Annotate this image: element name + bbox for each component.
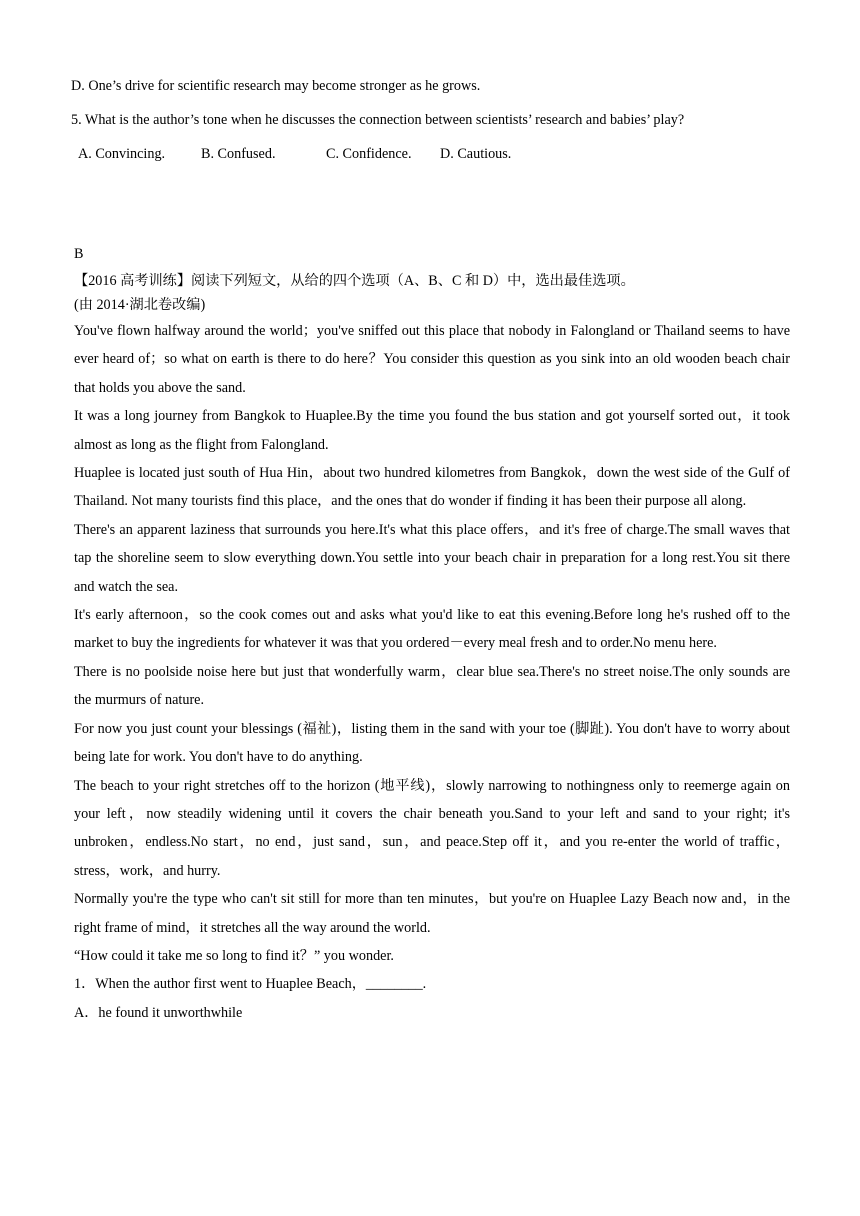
passage-paragraph: There's an apparent laziness that surrounds you here.It's what this place offers，and it's free of charge.The small waves that tap the shoreline seem to slow everything down.You settle into your beach chair in preparation for a long rest.You sit there and watch the sea. [74, 521, 790, 595]
section-letter: B [74, 246, 84, 262]
passage-paragraph: The beach to your right stretches off to the horizon (地平线)，slowly narrowing to nothingness only to reemerge again on your left，now steadily widening until it covers the chair beneath you.Sand to your left and sand to your right; it's unbroken，endless.No start，no end，just sand，sun，and peace.Step off it，and you re-enter the world of traffic，stress，work，and hurry. [74, 777, 790, 879]
passage-paragraph: It was a long journey from Bangkok to Huaplee.By the time you found the bus station and got yourself sorted out，it took almost as long as the flight from Falongland. [74, 408, 790, 453]
previous-questions [71, 76, 791, 164]
passage-paragraph: There is no poolside noise here but just that wonderfully warm，clear blue sea.There's no street noise.The only sounds are the murmurs of nature. [74, 663, 790, 709]
passage-paragraph: For now you just count your blessings (福祉)，listing them in the sand with your toe (脚趾). You don't have to worry about being late for work. You don't have to do anything. [74, 720, 790, 766]
passage-paragraph: Huaplee is located just south of Hua Hin，about two hundred kilometres from Bangkok，down the west side of the Gulf of Thailand. Not many tourists find this place，and the ones that do wonder if finding it has been their purpose all along. [74, 465, 790, 510]
option-d: D. Cautious. [440, 146, 512, 162]
option-b: B. Confused. [201, 146, 276, 162]
option-c: C. Confidence. [326, 146, 412, 162]
passage [74, 317, 790, 970]
section-instruction: 【2016 高考训练】阅读下列短文，从给的四个选项（A、B、C 和 D）中，选出最佳选项。 [74, 273, 635, 289]
passage-paragraph: “How could it take me so long to find it？” you wonder. [74, 947, 394, 964]
passage-paragraph: Normally you're the type who can't sit still for more than ten minutes，but you're on Huaplee Lazy Beach now and，in the right frame of mind，it stretches all the way around the world. [74, 891, 790, 936]
question-1-option-a: A．he found it unworthwhile [74, 1005, 243, 1022]
section-source: (由 2014·湖北卷改编) [74, 297, 206, 313]
question-1-stem: 1．When the author first went to Huaplee Beach，________. [74, 976, 427, 993]
option-d-statement: D. One’s drive for scientific research may become stronger as he grows. [71, 78, 481, 94]
passage-paragraph: You've flown halfway around the world；you've sniffed out this place that nobody in Falongland or Thailand seems to have ever heard of；so what on earth is there to do here？You consider this question as you sink into an old wooden beach chair that holds you above the sand. [74, 323, 790, 396]
reading-section-b [74, 243, 790, 1028]
passage-paragraph: It's early afternoon，so the cook comes out and asks what you'd like to eat this evening.Before long he's rushed off to the market to buy the ingredients for whatever it was that you ordered－every meal fresh and to order.No menu here. [74, 607, 790, 652]
question-5-options [71, 144, 791, 164]
question-5: 5. What is the author’s tone when he discusses the connection between scientists’ research and babies’ play? [71, 112, 685, 128]
option-a: A. Convincing. [78, 146, 166, 162]
